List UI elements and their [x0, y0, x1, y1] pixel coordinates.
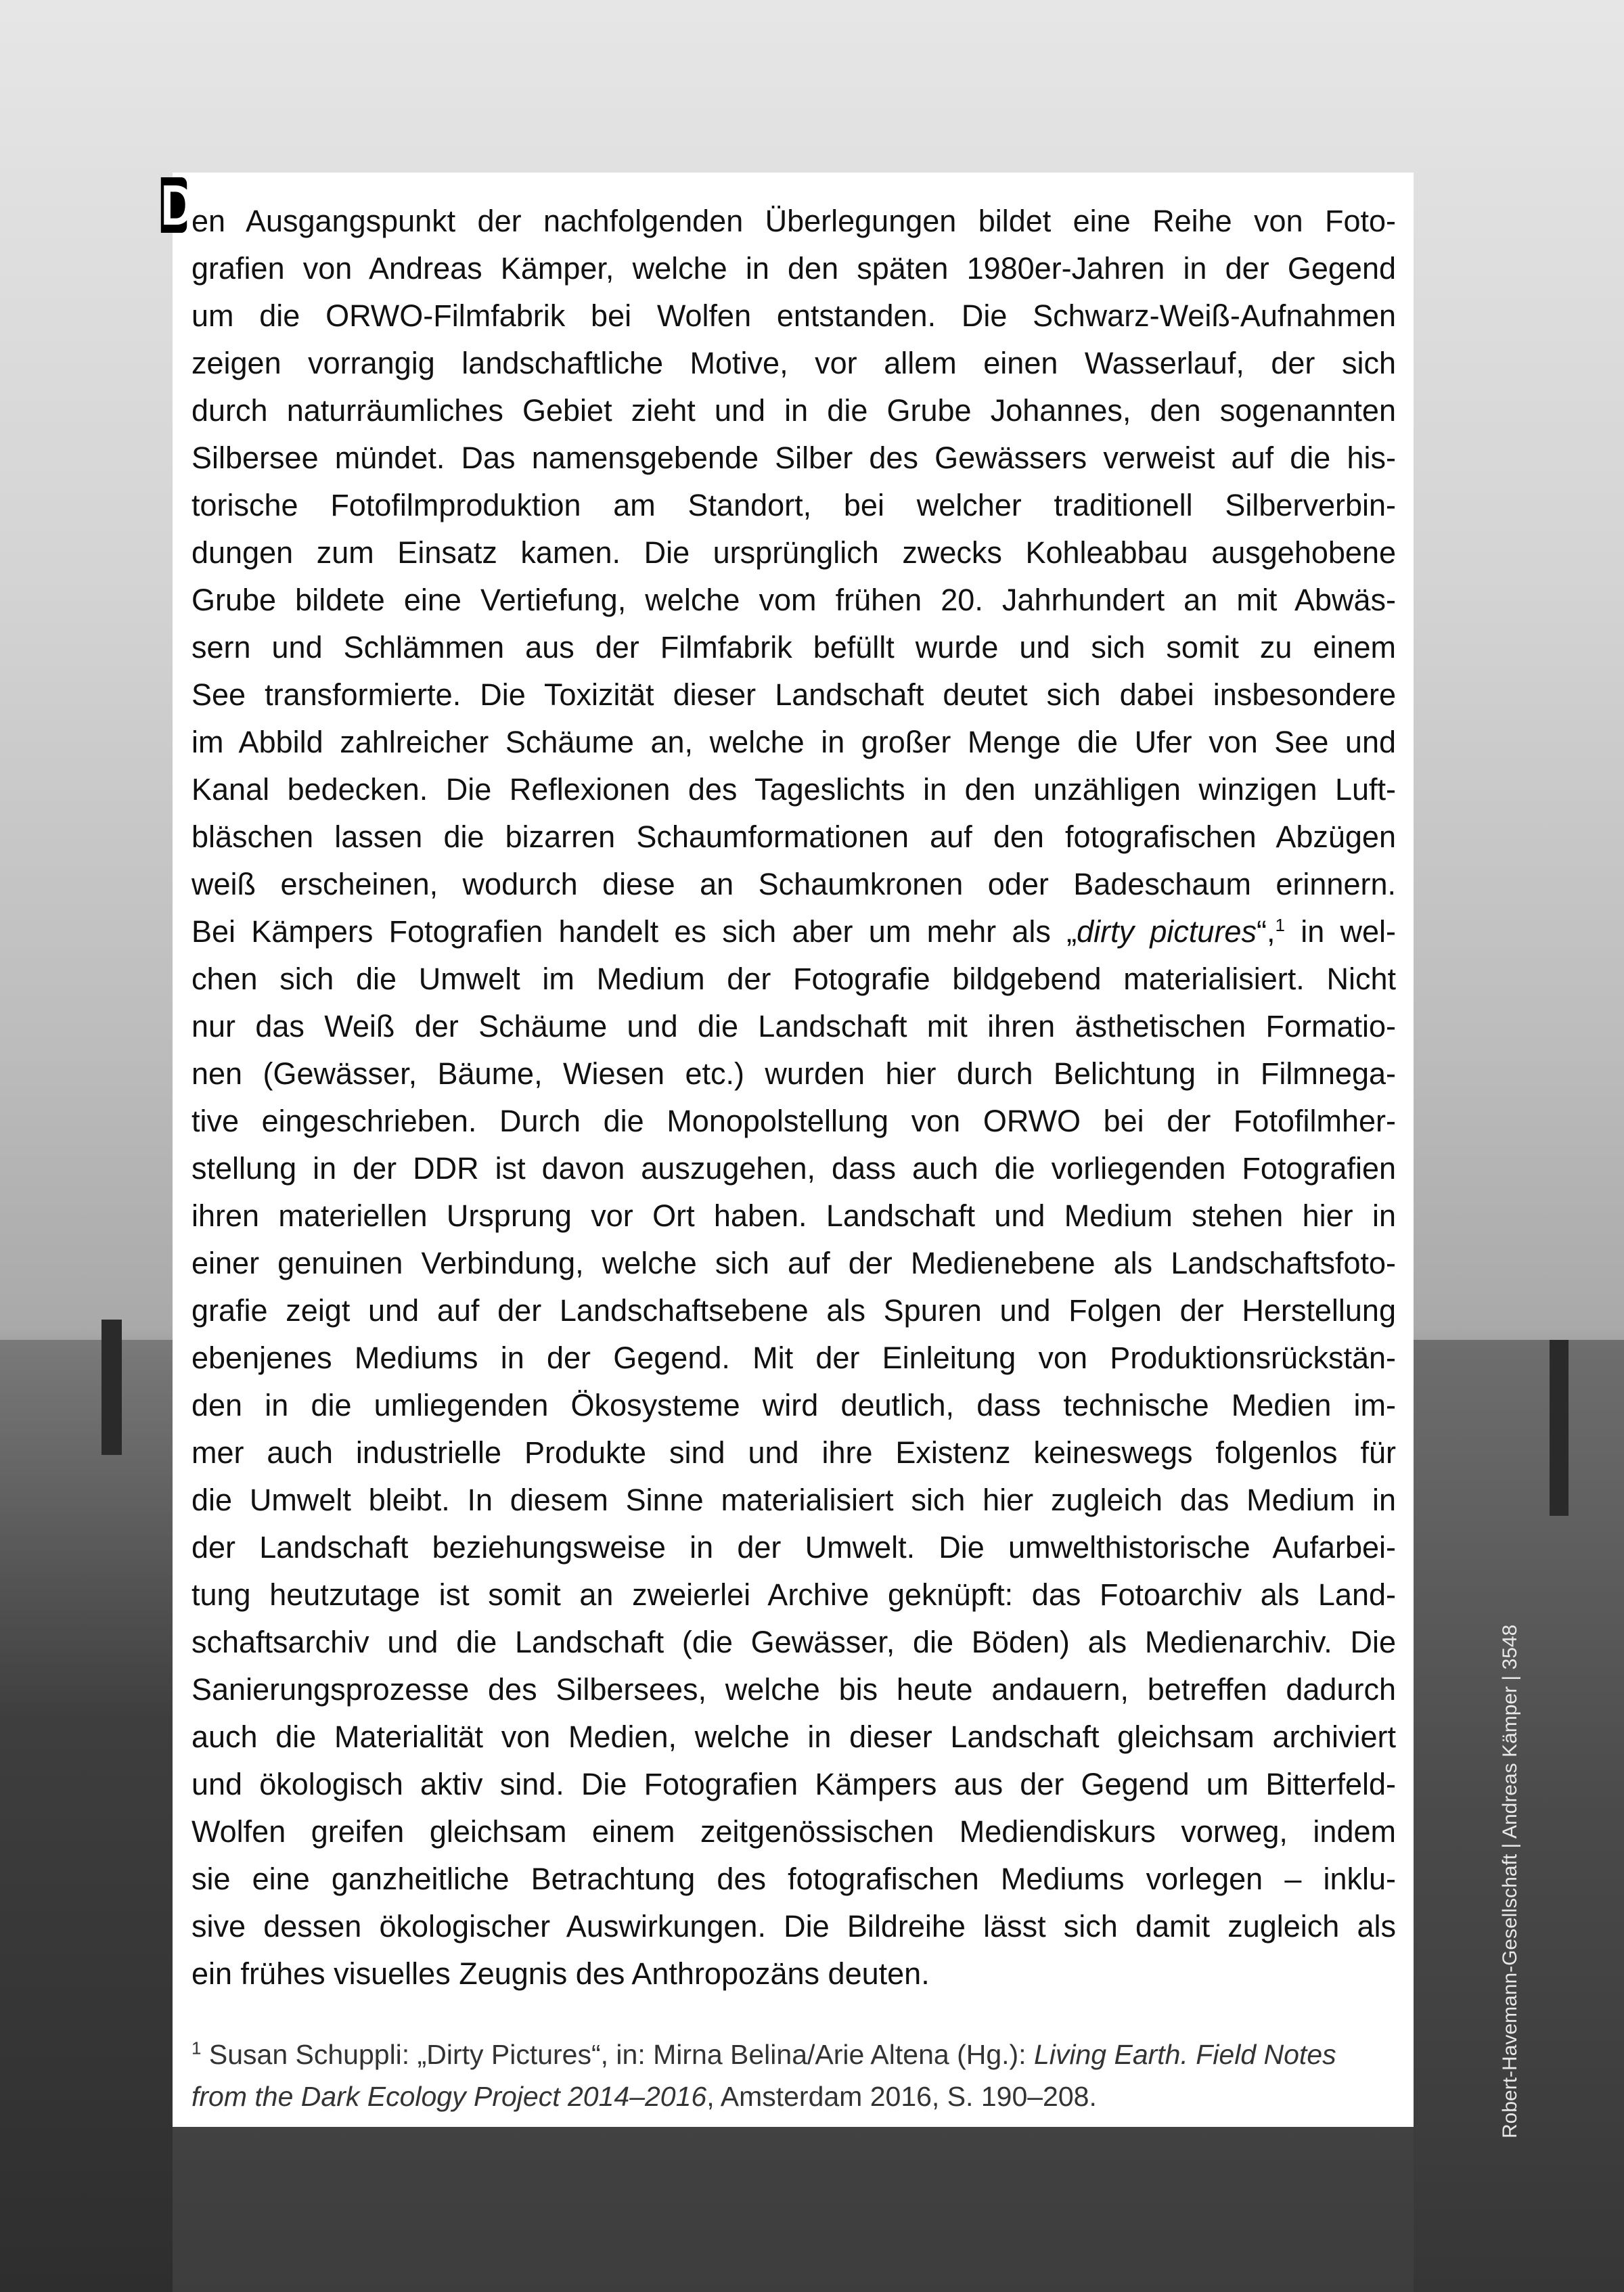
- chimney-silhouette: [102, 1320, 122, 1455]
- text-line: tive eingeschrieben. Durch die Monopolstellung von ORWO bei der Fotofilmher-: [191, 1104, 1396, 1138]
- footnote-text: , Amsterdam 2016, S. 190–208.: [706, 2081, 1097, 2112]
- text-line: um die ORWO-Filmfabrik bei Wolfen entstanden. Die Schwarz-Weiß-Aufnahmen: [191, 298, 1396, 333]
- text-line: ein frühes visuelles Zeugnis des Anthropozäns deuten.: [191, 1956, 930, 1991]
- text-segment: Bei Kämpers Fotografien handelt es sich aber um mehr als „: [191, 914, 1077, 949]
- text-line: Silbersee mündet. Das namensgebende Silber des Gewässers verweist auf die his-: [191, 441, 1396, 475]
- footnote-text: Susan Schuppli: „Dirty Pictures“, in: Mirna Belina/Arie Altena (Hg.):: [208, 2039, 1034, 2070]
- italic-phrase: dirty pictures: [1077, 914, 1257, 949]
- text-line: sive dessen ökologischer Auswirkungen. Die Bildreihe lässt sich damit zugleich als: [191, 1909, 1396, 1943]
- text-line: die Umwelt bleibt. In diesem Sinne materialisiert sich hier zugleich das Medium in: [191, 1483, 1396, 1517]
- text-line: grafien von Andreas Kämper, welche in den späten 1980er-Jahren in der Gegend: [191, 251, 1396, 286]
- text-line: schaftsarchiv und die Landschaft (die Gewässer, die Böden) als Medienarchiv. Die: [191, 1625, 1396, 1659]
- text-line: See transformierte. Die Toxizität dieser Landschaft deutet sich dabei insbesondere: [191, 677, 1396, 712]
- text-line: Kanal bedecken. Die Reflexionen des Tageslichts in den unzähligen winzigen Luft-: [191, 772, 1396, 807]
- footnote-title: Living Earth. Field Notes from the Dark Ecology Project 2014–2016: [191, 2039, 1336, 2112]
- article-body: [191, 198, 1396, 1998]
- text-line: dungen zum Einsatz kamen. Die ursprünglich zwecks Kohleabbau ausgehobene: [191, 535, 1396, 570]
- text-line: sern und Schlämmen aus der Filmfabrik befüllt wurde und sich somit zu einem: [191, 630, 1396, 665]
- drop-cap: D: [160, 173, 194, 237]
- text-line: mer auch industrielle Produkte sind und ihre Existenz keineswegs folgenlos für: [191, 1435, 1396, 1470]
- text-line: weiß erscheinen, wodurch diese an Schaumkronen oder Badeschaum erinnern.: [191, 867, 1396, 901]
- text-line: sie eine ganzheitliche Betrachtung des fotografischen Mediums vorlegen – inklu-: [191, 1862, 1396, 1896]
- footnote: [191, 2033, 1396, 2117]
- background-photo-left: [0, 1340, 173, 2292]
- text-line: Sanierungsprozesse des Silbersees, welche bis heute andauern, betreffen dadurch: [191, 1672, 1396, 1707]
- text-line: nen (Gewässer, Bäume, Wiesen etc.) wurden hier durch Belichtung in Filmnega-: [191, 1056, 1396, 1091]
- text-line: Grube bildete eine Vertiefung, welche vom frühen 20. Jahrhundert an mit Abwäs-: [191, 583, 1396, 617]
- text-line: tung heutzutage ist somit an zweierlei Archive geknüpft: das Fotoarchiv als Land-: [191, 1577, 1396, 1612]
- text-line: ebenjenes Mediums in der Gegend. Mit der Einleitung von Produktionsrückstän-: [191, 1341, 1396, 1375]
- photo-credit: Robert-Havemann-Gesellschaft | Andreas Kämper | 3548: [1499, 1624, 1521, 2138]
- text-line: einer genuinen Verbindung, welche sich auf der Medienebene als Landschaftsfoto-: [191, 1246, 1396, 1280]
- text-line: ihren materiellen Ursprung vor Ort haben. Landschaft und Medium stehen hier in: [191, 1198, 1396, 1233]
- text-line: den in die umliegenden Ökosysteme wird deutlich, dass technische Medien im-: [191, 1388, 1396, 1422]
- text-line: und ökologisch aktiv sind. Die Fotografien Kämpers aus der Gegend um Bitterfeld-: [191, 1767, 1396, 1801]
- text-line: bläschen lassen die bizarren Schaumformationen auf den fotografischen Abzügen: [191, 819, 1396, 854]
- text-line: en Ausgangspunkt der nachfolgenden Überlegungen bildet eine Reihe von Foto-: [191, 204, 1396, 238]
- footnote-ref[interactable]: 1: [1275, 915, 1285, 935]
- text-line: chen sich die Umwelt im Medium der Fotografie bildgebend materialisiert. Nicht: [191, 962, 1396, 996]
- text-line: zeigen vorrangig landschaftliche Motive, vor allem einen Wasserlauf, der sich: [191, 346, 1396, 380]
- text-segment: in wel-: [1284, 914, 1396, 949]
- text-line: der Landschaft beziehungsweise in der Umwelt. Die umwelthistorische Aufarbei-: [191, 1530, 1396, 1565]
- text-line: auch die Materialität von Medien, welche in dieser Landschaft gleichsam archiviert: [191, 1720, 1396, 1754]
- text-line: [191, 908, 1396, 956]
- text-segment: “,: [1256, 914, 1276, 949]
- text-line: grafie zeigt und auf der Landschaftsebene als Spuren und Folgen der Herstellung: [191, 1293, 1396, 1328]
- chimney-silhouette: [1550, 1340, 1569, 1516]
- text-line: im Abbild zahlreicher Schäume an, welche in großer Menge die Ufer von See und: [191, 725, 1396, 759]
- text-line: Wolfen greifen gleichsam einem zeitgenössischen Mediendiskurs vorweg, indem: [191, 1814, 1396, 1849]
- text-line: stellung in der DDR ist davon auszugehen, dass auch die vorliegenden Fotografien: [191, 1151, 1396, 1186]
- footnote-number: 1: [191, 2038, 202, 2059]
- text-line: torische Fotofilmproduktion am Standort, bei welcher traditionell Silberverbin-: [191, 488, 1396, 522]
- text-line: durch naturräumliches Gebiet zieht und in die Grube Johannes, den sogenannten: [191, 393, 1396, 428]
- text-line: nur das Weiß der Schäume und die Landschaft mit ihren ästhetischen Formatio-: [191, 1009, 1396, 1043]
